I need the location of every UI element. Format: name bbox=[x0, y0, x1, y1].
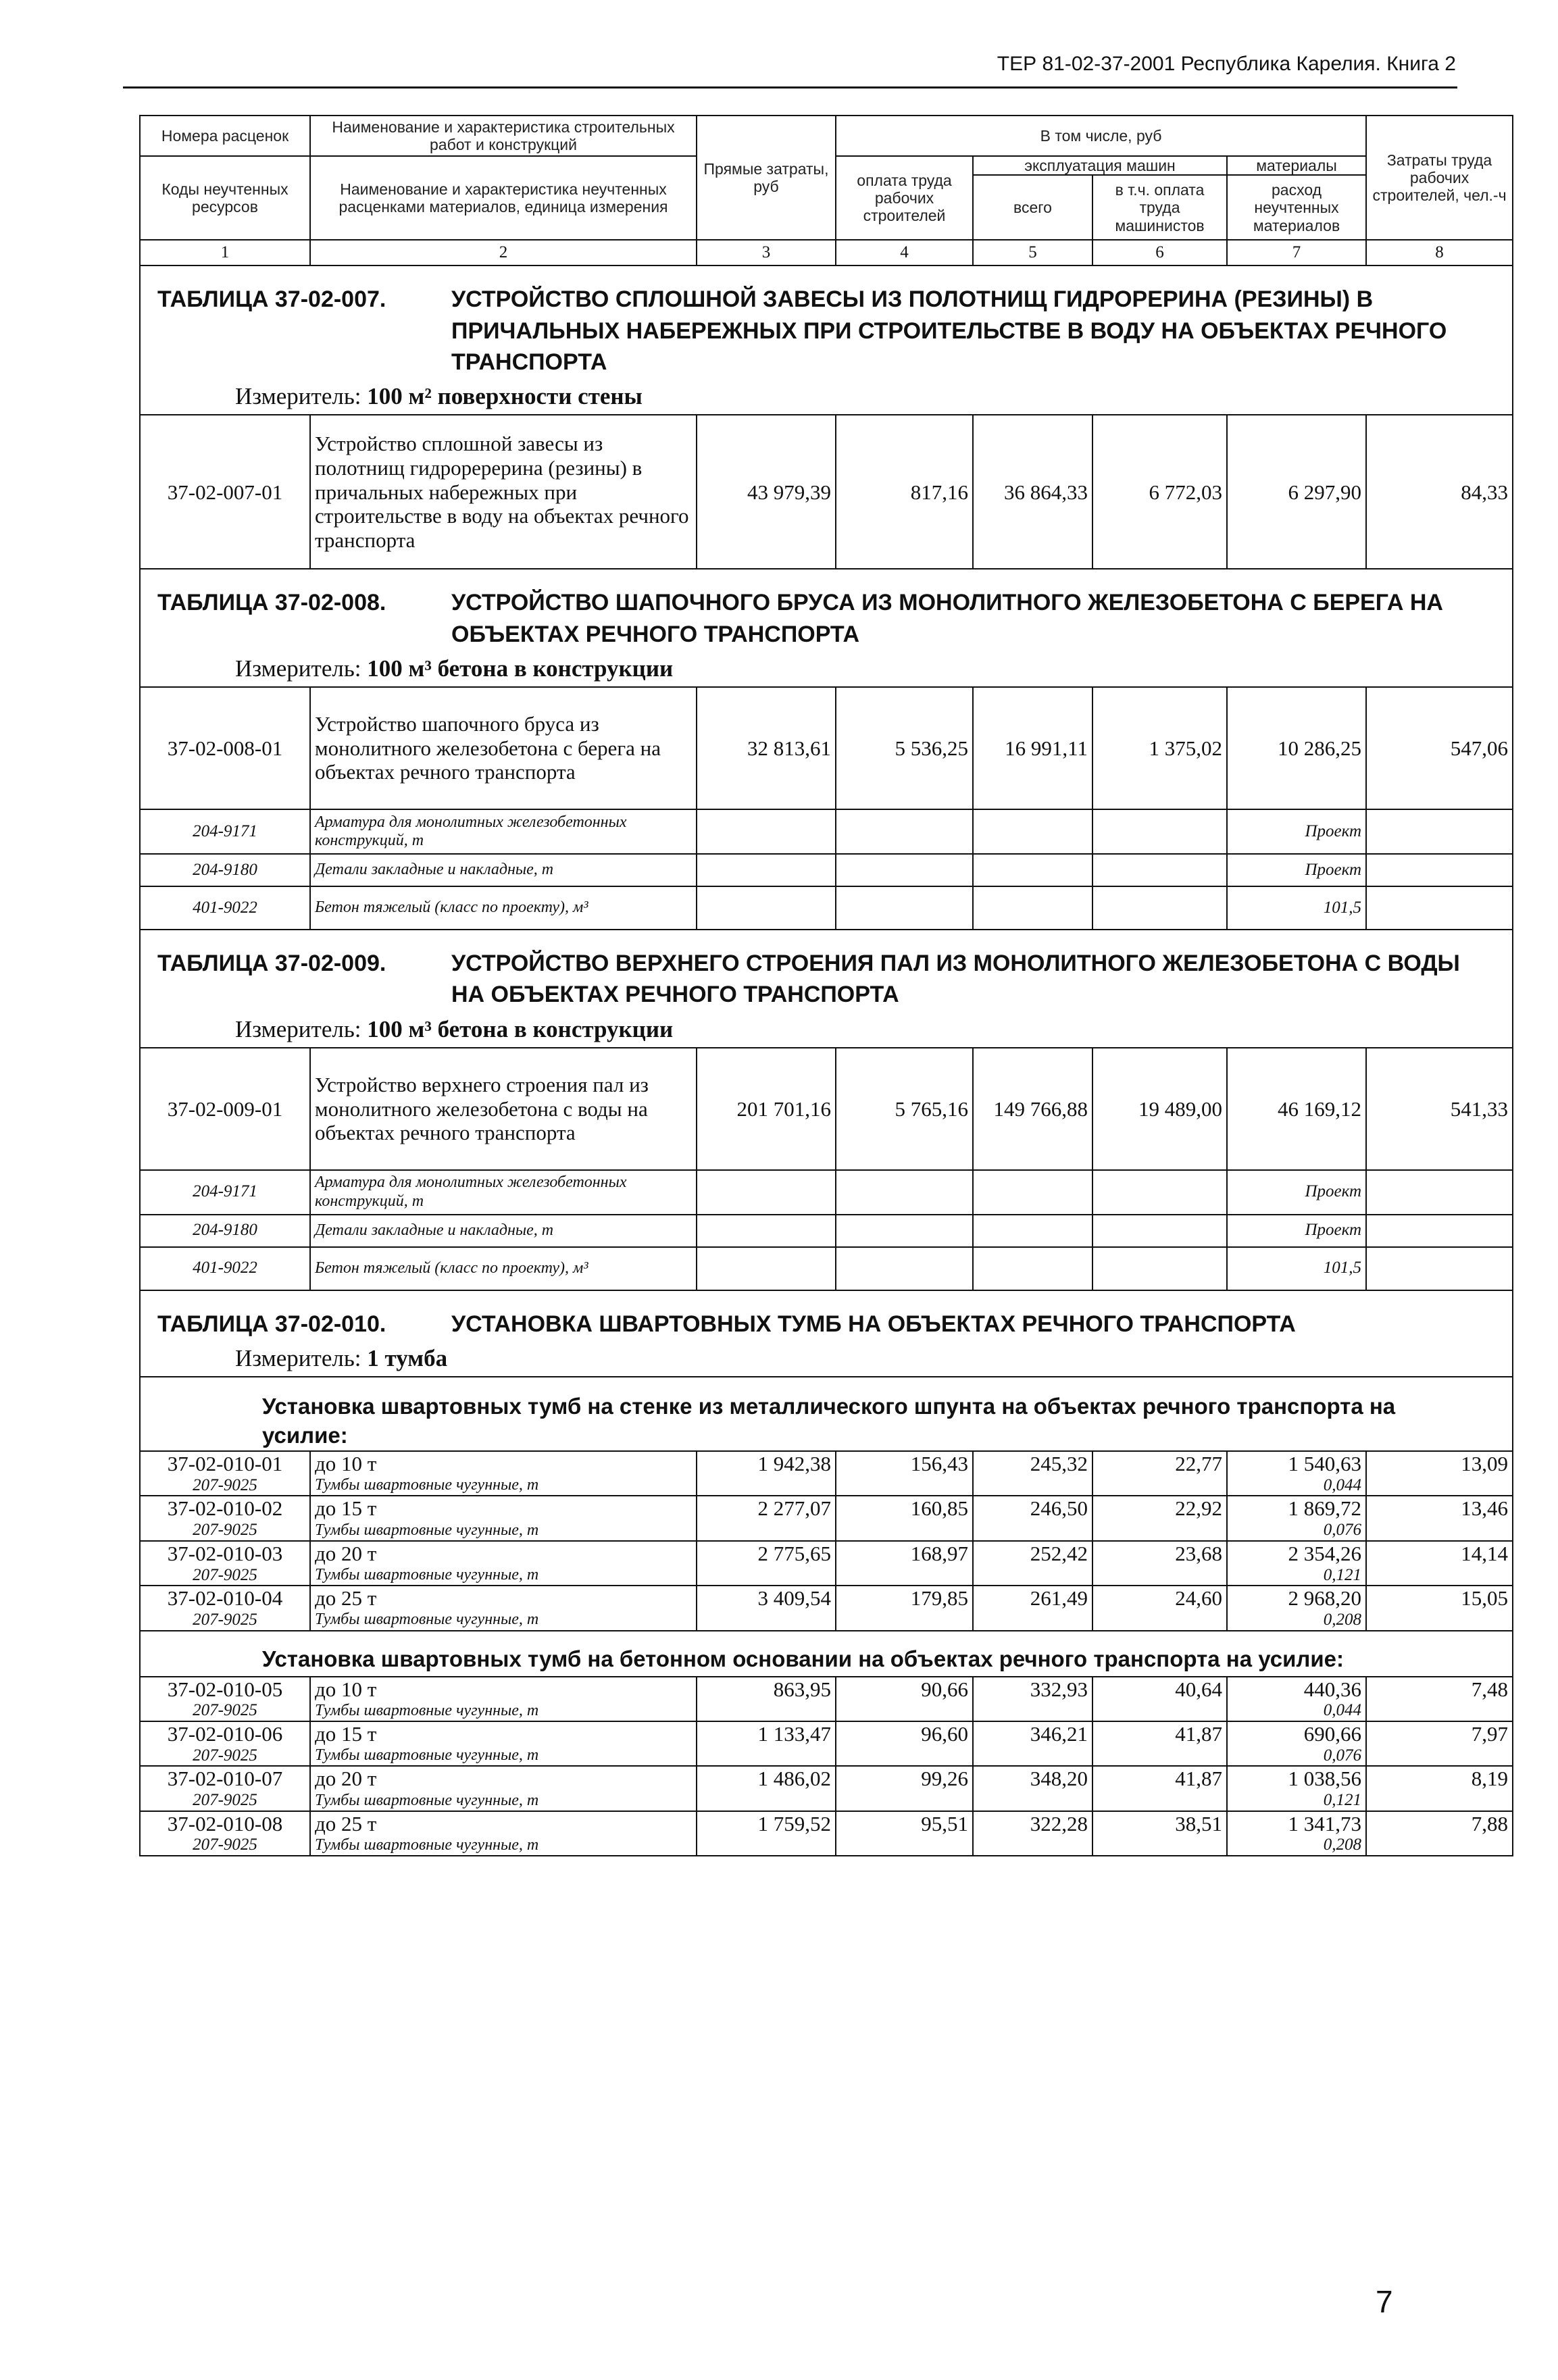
direct-costs: 32 813,61 bbox=[697, 687, 836, 809]
table-007-heading bbox=[140, 265, 1513, 415]
table-007-meter: 100 м² поверхности стены bbox=[367, 383, 643, 410]
materials: 1 341,73 bbox=[1227, 1811, 1366, 1836]
resource-name: Детали закладные и накладные, т bbox=[310, 1215, 697, 1247]
resource-code: 207-9025 bbox=[140, 1611, 310, 1631]
col-num: 2 bbox=[310, 240, 697, 265]
table-008-meter-label: Измеритель: bbox=[235, 655, 361, 682]
resource-code: 204-9171 bbox=[140, 809, 310, 854]
machinist-pay: 41,87 bbox=[1092, 1766, 1227, 1791]
resource-code: 207-9025 bbox=[140, 1476, 310, 1496]
machinist-pay: 22,92 bbox=[1092, 1496, 1227, 1521]
direct-costs: 3 409,54 bbox=[697, 1586, 836, 1611]
machines-total: 346,21 bbox=[973, 1721, 1092, 1746]
work-name: Устройство сплошной завесы из полотнищ гидроререрина (резины) в причальных набережных при строительстве в воду на объектах речного транспорта bbox=[310, 415, 697, 569]
materials: 690,66 bbox=[1227, 1721, 1366, 1746]
table-010-heading bbox=[140, 1290, 1513, 1377]
col-num: 7 bbox=[1227, 240, 1366, 265]
page-header: ТЕР 81-02-37-2001 Республика Карелия. Книга 2 bbox=[997, 53, 1456, 75]
materials: 1 869,72 bbox=[1227, 1496, 1366, 1521]
table-007-meter-label: Измеритель: bbox=[235, 383, 361, 410]
rate-code: 37-02-010-07 bbox=[140, 1766, 310, 1791]
rate-code: 37-02-010-06 bbox=[140, 1721, 310, 1746]
resource-name: Тумбы швартовные чугунные, т bbox=[310, 1521, 697, 1541]
resource-row bbox=[140, 1835, 1513, 1856]
rates-table bbox=[139, 115, 1513, 1856]
resource-amount: Проект bbox=[1227, 809, 1366, 854]
subsection-1-heading bbox=[140, 1377, 1513, 1451]
machinist-pay: 22,77 bbox=[1092, 1451, 1227, 1476]
worker-pay: 96,60 bbox=[836, 1721, 973, 1746]
table-010-label: ТАБЛИЦА 37-02-010. bbox=[157, 1311, 386, 1337]
worker-pay: 5 765,16 bbox=[836, 1048, 973, 1170]
worker-pay: 160,85 bbox=[836, 1496, 973, 1521]
column-numbers-row bbox=[140, 240, 1513, 265]
machinist-pay: 24,60 bbox=[1092, 1586, 1227, 1611]
machines-total: 149 766,88 bbox=[973, 1048, 1092, 1170]
subsection-1-rows bbox=[140, 1451, 1513, 1631]
resource-code: 207-9025 bbox=[140, 1521, 310, 1541]
table-010-title: УСТАНОВКА ШВАРТОВНЫХ ТУМБ НА ОБЪЕКТАХ РЕЧНОГО ТРАНСПОРТА bbox=[451, 1311, 1296, 1337]
subsection-2-title: Установка швартовных тумб на бетонном основании на объектах речного транспорта на усилие: bbox=[262, 1646, 1345, 1671]
rate-code: 37-02-008-01 bbox=[140, 687, 310, 809]
resource-row bbox=[140, 1701, 1513, 1721]
machines-total: 245,32 bbox=[973, 1451, 1092, 1476]
direct-costs: 2 775,65 bbox=[697, 1541, 836, 1566]
materials: 1 540,63 bbox=[1227, 1451, 1366, 1476]
resource-amount: 0,208 bbox=[1227, 1611, 1366, 1631]
table-row bbox=[140, 1048, 1513, 1170]
table-row bbox=[140, 1586, 1513, 1611]
work-name: Устройство шапочного бруса из монолитного железобетона с берега на объектах речного транспорта bbox=[310, 687, 697, 809]
table-row bbox=[140, 1766, 1513, 1791]
resource-row bbox=[140, 1476, 1513, 1496]
resource-name: Арматура для монолитных железобетонных конструкций, т bbox=[310, 809, 697, 854]
col-header-worker-pay: оплата труда рабочих строителей bbox=[836, 156, 973, 240]
rate-code: 37-02-010-04 bbox=[140, 1586, 310, 1611]
resource-code: 207-9025 bbox=[140, 1791, 310, 1811]
machines-total: 36 864,33 bbox=[973, 415, 1092, 569]
labor-costs: 13,46 bbox=[1366, 1496, 1513, 1521]
direct-costs: 863,95 bbox=[697, 1677, 836, 1702]
work-name: до 10 т bbox=[310, 1677, 697, 1702]
resource-code: 207-9025 bbox=[140, 1835, 310, 1856]
table-010-meter-label: Измеритель: bbox=[235, 1345, 361, 1372]
labor-costs: 541,33 bbox=[1366, 1048, 1513, 1170]
resource-name: Бетон тяжелый (класс по проекту), м³ bbox=[310, 1247, 697, 1290]
resource-code: 401-9022 bbox=[140, 1247, 310, 1290]
resource-code: 207-9025 bbox=[140, 1746, 310, 1767]
subsection-2-rows bbox=[140, 1677, 1513, 1856]
table-row bbox=[140, 1721, 1513, 1746]
resource-name: Тумбы швартовные чугунные, т bbox=[310, 1566, 697, 1586]
table-007-label: ТАБЛИЦА 37-02-007. bbox=[157, 286, 386, 313]
table-009-heading bbox=[140, 930, 1513, 1048]
labor-costs: 8,19 bbox=[1366, 1766, 1513, 1791]
direct-costs: 1 759,52 bbox=[697, 1811, 836, 1836]
work-name: до 25 т bbox=[310, 1811, 697, 1836]
rate-code: 37-02-010-08 bbox=[140, 1811, 310, 1836]
rate-code: 37-02-010-03 bbox=[140, 1541, 310, 1566]
resource-code: 204-9180 bbox=[140, 854, 310, 886]
resource-amount: 0,208 bbox=[1227, 1835, 1366, 1856]
machines-total: 252,42 bbox=[973, 1541, 1092, 1566]
resource-code: 401-9022 bbox=[140, 886, 310, 930]
worker-pay: 99,26 bbox=[836, 1766, 973, 1791]
machines-total: 322,28 bbox=[973, 1811, 1092, 1836]
machines-total: 332,93 bbox=[973, 1677, 1092, 1702]
resource-code: 204-9171 bbox=[140, 1170, 310, 1215]
direct-costs: 1 942,38 bbox=[697, 1451, 836, 1476]
resource-name: Тумбы швартовные чугунные, т bbox=[310, 1746, 697, 1767]
col-header-machinist-pay: в т.ч. оплата труда машинистов bbox=[1092, 175, 1227, 240]
rate-code: 37-02-010-01 bbox=[140, 1451, 310, 1476]
machinist-pay: 6 772,03 bbox=[1092, 415, 1227, 569]
resource-row bbox=[140, 1746, 1513, 1767]
resource-amount: Проект bbox=[1227, 1215, 1366, 1247]
machinist-pay: 38,51 bbox=[1092, 1811, 1227, 1836]
resource-row bbox=[140, 1791, 1513, 1811]
page-number: 7 bbox=[1376, 2284, 1393, 2319]
resource-amount: Проект bbox=[1227, 1170, 1366, 1215]
direct-costs: 201 701,16 bbox=[697, 1048, 836, 1170]
resource-amount: 0,076 bbox=[1227, 1521, 1366, 1541]
table-row bbox=[140, 1811, 1513, 1836]
table-008-meter: 100 м³ бетона в конструкции bbox=[367, 655, 674, 682]
col-header-machines: эксплуатация машин bbox=[973, 156, 1227, 175]
resource-row bbox=[140, 1247, 1513, 1290]
table-007-title: УСТРОЙСТВО СПЛОШНОЙ ЗАВЕСЫ ИЗ ПОЛОТНИЩ ГИДРОРЕРИНА (РЕЗИНЫ) В ПРИЧАЛЬНЫХ НАБЕРЕЖНЫХ ПРИ СТРОИТЕЛЬСТВЕ В ВОДУ НА ОБЪЕКТАХ РЕЧНОГО ТРАНСПОРТА bbox=[451, 286, 1447, 375]
materials: 1 038,56 bbox=[1227, 1766, 1366, 1791]
table-009-title: УСТРОЙСТВО ВЕРХНЕГО СТРОЕНИЯ ПАЛ ИЗ МОНОЛИТНОГО ЖЕЛЕЗОБЕТОНА С ВОДЫ НА ОБЪЕКТАХ РЕЧНОГО ТРАНСПОРТА bbox=[451, 951, 1460, 1008]
resource-name: Детали закладные и накладные, т bbox=[310, 854, 697, 886]
head-row-1 bbox=[140, 116, 1513, 156]
table-008-label: ТАБЛИЦА 37-02-008. bbox=[157, 590, 386, 616]
table-010-meter: 1 тумба bbox=[367, 1345, 448, 1372]
resource-row bbox=[140, 1611, 1513, 1631]
resource-row bbox=[140, 1566, 1513, 1586]
work-name: до 10 т bbox=[310, 1451, 697, 1476]
resource-amount: 0,121 bbox=[1227, 1791, 1366, 1811]
col-header-material-name: Наименование и характеристика неучтенных расценками материалов, единица измерения bbox=[310, 156, 697, 240]
worker-pay: 90,66 bbox=[836, 1677, 973, 1702]
col-header-including: В том числе, руб bbox=[836, 116, 1366, 156]
col-header-direct-costs: Прямые затраты, руб bbox=[697, 116, 836, 240]
labor-costs: 14,14 bbox=[1366, 1541, 1513, 1566]
table-row bbox=[140, 687, 1513, 809]
col-header-unaccounted-materials: расход неучтенных материалов bbox=[1227, 175, 1366, 240]
resource-name: Тумбы швартовные чугунные, т bbox=[310, 1701, 697, 1721]
resource-name: Тумбы швартовные чугунные, т bbox=[310, 1611, 697, 1631]
resource-amount: 101,5 bbox=[1227, 1247, 1366, 1290]
direct-costs: 2 277,07 bbox=[697, 1496, 836, 1521]
resource-amount: 0,044 bbox=[1227, 1476, 1366, 1496]
machinist-pay: 1 375,02 bbox=[1092, 687, 1227, 809]
worker-pay: 156,43 bbox=[836, 1451, 973, 1476]
header-rule bbox=[123, 86, 1457, 88]
labor-costs: 13,09 bbox=[1366, 1451, 1513, 1476]
resource-row bbox=[140, 854, 1513, 886]
col-num: 4 bbox=[836, 240, 973, 265]
col-num: 3 bbox=[697, 240, 836, 265]
rate-code: 37-02-010-02 bbox=[140, 1496, 310, 1521]
resource-code: 207-9025 bbox=[140, 1701, 310, 1721]
col-header-resource-codes: Коды неучтенных ресурсов bbox=[140, 156, 310, 240]
resource-name: Тумбы швартовные чугунные, т bbox=[310, 1476, 697, 1496]
subsection-1-title: Установка швартовных тумб на стенке из металлического шпунта на объектах речного транспорта на усилие: bbox=[262, 1394, 1396, 1448]
resource-amount: 0,076 bbox=[1227, 1746, 1366, 1767]
work-name: до 20 т bbox=[310, 1541, 697, 1566]
resource-name: Бетон тяжелый (класс по проекту), м³ bbox=[310, 886, 697, 930]
materials: 440,36 bbox=[1227, 1677, 1366, 1702]
materials: 6 297,90 bbox=[1227, 415, 1366, 569]
col-num: 8 bbox=[1366, 240, 1513, 265]
labor-costs: 15,05 bbox=[1366, 1586, 1513, 1611]
table-008-heading bbox=[140, 569, 1513, 687]
resource-name: Арматура для монолитных железобетонных конструкций, т bbox=[310, 1170, 697, 1215]
worker-pay: 95,51 bbox=[836, 1811, 973, 1836]
worker-pay: 168,97 bbox=[836, 1541, 973, 1566]
resource-code: 207-9025 bbox=[140, 1566, 310, 1586]
subsection-2-heading bbox=[140, 1631, 1513, 1677]
machinist-pay: 23,68 bbox=[1092, 1541, 1227, 1566]
work-name: до 25 т bbox=[310, 1586, 697, 1611]
resource-name: Тумбы швартовные чугунные, т bbox=[310, 1791, 697, 1811]
resource-amount: 101,5 bbox=[1227, 886, 1366, 930]
direct-costs: 1 133,47 bbox=[697, 1721, 836, 1746]
table-row bbox=[140, 1677, 1513, 1702]
resource-row bbox=[140, 886, 1513, 930]
machinist-pay: 40,64 bbox=[1092, 1677, 1227, 1702]
table-row bbox=[140, 415, 1513, 569]
work-name: Устройство верхнего строения пал из монолитного железобетона с воды на объектах речного транспорта bbox=[310, 1048, 697, 1170]
resource-row bbox=[140, 1170, 1513, 1215]
col-header-machines-total: всего bbox=[973, 175, 1092, 240]
resource-amount: Проект bbox=[1227, 854, 1366, 886]
machinist-pay: 41,87 bbox=[1092, 1721, 1227, 1746]
worker-pay: 179,85 bbox=[836, 1586, 973, 1611]
machinist-pay: 19 489,00 bbox=[1092, 1048, 1227, 1170]
work-name: до 15 т bbox=[310, 1496, 697, 1521]
direct-costs: 43 979,39 bbox=[697, 415, 836, 569]
machines-total: 261,49 bbox=[973, 1586, 1092, 1611]
work-name: до 15 т bbox=[310, 1721, 697, 1746]
worker-pay: 817,16 bbox=[836, 415, 973, 569]
labor-costs: 7,48 bbox=[1366, 1677, 1513, 1702]
machines-total: 16 991,11 bbox=[973, 687, 1092, 809]
col-header-work-name: Наименование и характеристика строительных работ и конструкций bbox=[310, 116, 697, 156]
table-row bbox=[140, 1496, 1513, 1521]
table-009-meter-label: Измеритель: bbox=[235, 1015, 361, 1042]
labor-costs: 7,88 bbox=[1366, 1811, 1513, 1836]
col-header-materials: материалы bbox=[1227, 156, 1366, 175]
resource-name: Тумбы швартовные чугунные, т bbox=[310, 1835, 697, 1856]
direct-costs: 1 486,02 bbox=[697, 1766, 836, 1791]
table-row bbox=[140, 1541, 1513, 1566]
rate-code: 37-02-009-01 bbox=[140, 1048, 310, 1170]
col-num: 5 bbox=[973, 240, 1092, 265]
materials: 10 286,25 bbox=[1227, 687, 1366, 809]
col-num: 6 bbox=[1092, 240, 1227, 265]
col-num: 1 bbox=[140, 240, 310, 265]
machines-total: 246,50 bbox=[973, 1496, 1092, 1521]
materials: 46 169,12 bbox=[1227, 1048, 1366, 1170]
machines-total: 348,20 bbox=[973, 1766, 1092, 1791]
resource-row bbox=[140, 809, 1513, 854]
table-008-title: УСТРОЙСТВО ШАПОЧНОГО БРУСА ИЗ МОНОЛИТНОГО ЖЕЛЕЗОБЕТОНА С БЕРЕГА НА ОБЪЕКТАХ РЕЧНОГО ТРАНСПОРТА bbox=[451, 590, 1443, 647]
resource-code: 204-9180 bbox=[140, 1215, 310, 1247]
labor-costs: 547,06 bbox=[1366, 687, 1513, 809]
rate-code: 37-02-010-05 bbox=[140, 1677, 310, 1702]
materials: 2 968,20 bbox=[1227, 1586, 1366, 1611]
resource-amount: 0,121 bbox=[1227, 1566, 1366, 1586]
rate-code: 37-02-007-01 bbox=[140, 415, 310, 569]
table-009-label: ТАБЛИЦА 37-02-009. bbox=[157, 951, 386, 977]
resource-row bbox=[140, 1215, 1513, 1247]
work-name: до 20 т bbox=[310, 1766, 697, 1791]
resource-row bbox=[140, 1521, 1513, 1541]
table-row bbox=[140, 1451, 1513, 1476]
materials: 2 354,26 bbox=[1227, 1541, 1366, 1566]
labor-costs: 84,33 bbox=[1366, 415, 1513, 569]
resource-amount: 0,044 bbox=[1227, 1701, 1366, 1721]
col-header-rate-numbers: Номера расценок bbox=[140, 116, 310, 156]
table-009-meter: 100 м³ бетона в конструкции bbox=[367, 1015, 674, 1042]
labor-costs: 7,97 bbox=[1366, 1721, 1513, 1746]
worker-pay: 5 536,25 bbox=[836, 687, 973, 809]
col-header-labor-costs: Затраты труда рабочих строителей, чел.-ч bbox=[1366, 116, 1513, 240]
